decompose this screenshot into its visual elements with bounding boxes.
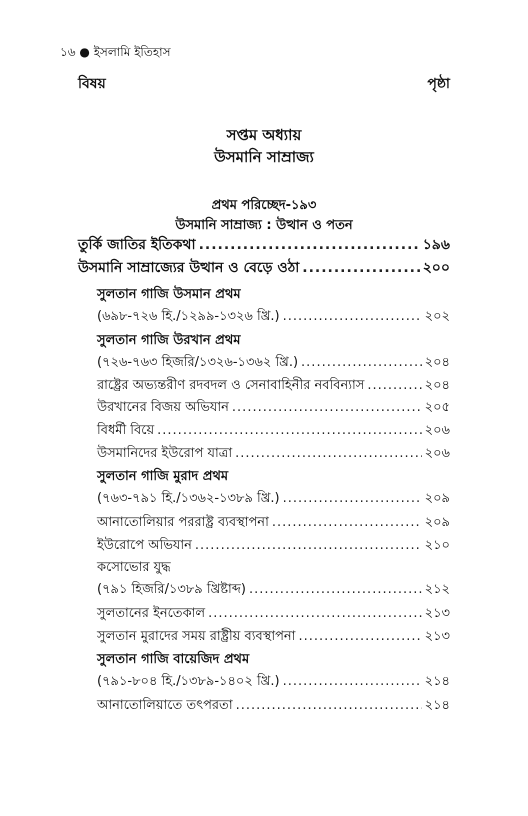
toc-entry-title: রাষ্ট্রের অভ্যন্তরীণ রদবদল ও সেনাবাহিনীর নববিন্যাস — [97, 378, 365, 393]
toc-entry — [97, 558, 450, 580]
toc-entry — [97, 444, 450, 466]
toc-entry-title: (৭৯১-৮০৪ হি./১৩৮৯-১৪০২ খ্রি.) — [97, 674, 280, 689]
toc-entry-title: ইউরোপে অভিযান — [97, 538, 192, 553]
dot-leader — [157, 423, 421, 438]
dot-leader — [236, 698, 422, 713]
toc-entry-title: কসোভোর যুদ্ধ — [97, 560, 171, 575]
toc-entry — [97, 467, 450, 489]
toc-entry-page: ২০৯ — [424, 515, 450, 530]
toc-entry — [97, 604, 450, 626]
dot-leader — [232, 400, 422, 415]
toc-entry-page: ২০৫ — [424, 400, 450, 415]
toc-entry — [97, 536, 450, 558]
running-head: ১৬ ● ইসলামি ইতিহাস — [60, 45, 171, 59]
toc-entry — [78, 233, 450, 255]
toc-entry — [97, 580, 450, 602]
toc-entry-title: (৭৬৩-৭৯১ হি./১৩৬২-১৩৮৯ খ্রি.) — [97, 491, 280, 506]
toc-entry-title: সুলতানের ইনতেকাল — [97, 606, 206, 621]
toc-entry-page: ২০০ — [422, 260, 450, 276]
toc-entry-title: সুলতান গাজি মুরাদ প্রথম — [97, 469, 229, 484]
dot-leader — [195, 538, 422, 553]
subject-column-head: বিষয় — [78, 76, 106, 92]
dot-leader — [235, 446, 422, 461]
dot-leader — [208, 606, 422, 621]
toc-entry-title: আনাতোলিয়ার পররাষ্ট্র ব্যবস্থাপনা — [97, 515, 269, 530]
toc-entry-title: সুলতান মুরাদের সময় রাষ্ট্রীয় ব্যবস্থাপনা — [97, 629, 296, 644]
toc-entry-page: ২০৪ — [424, 378, 450, 393]
chapter-title: উসমানি সাম্রাজ্য — [214, 148, 314, 166]
chapter-number: সপ্তম অধ্যায় — [226, 126, 302, 144]
toc-entry-page: ২১৩ — [424, 629, 450, 644]
dot-leader — [298, 629, 421, 644]
toc-entry-page: ২০৬ — [424, 446, 450, 461]
toc-entry — [97, 627, 450, 649]
section-subtitle: উসমানি সাম্রাজ্য : উত্থান ও পতন — [175, 218, 353, 233]
toc-entry-title: সুলতান গাজি উরখান প্রথম — [97, 333, 241, 348]
toc-entry-page: ২০৯ — [424, 491, 450, 506]
toc-entry — [97, 376, 450, 398]
toc-entry — [97, 513, 450, 535]
toc-entry — [97, 696, 450, 718]
toc-entry-page: ২১০ — [424, 538, 450, 553]
toc-entry — [78, 256, 450, 278]
toc-entry-title: (৭৯১ হিজরি/১৩৮৯ খ্রিষ্টাব্দ) — [97, 582, 247, 597]
toc-entry — [97, 650, 450, 672]
toc-entry — [97, 331, 450, 353]
dot-leader — [249, 582, 422, 597]
dot-leader — [302, 260, 419, 276]
toc-entry — [97, 353, 450, 375]
dot-leader — [272, 515, 422, 530]
toc-entry-page: ২১৪ — [424, 698, 450, 713]
toc-entry-page: ২১৩ — [424, 606, 450, 621]
dot-leader — [283, 491, 422, 506]
dot-leader — [301, 355, 422, 370]
dot-leader — [367, 378, 421, 393]
toc-entry-title: উরখানের বিজয় অভিযান — [97, 400, 229, 415]
toc-entry — [97, 398, 450, 420]
section-title: প্রথম পরিচ্ছেদ-১৯৩ — [211, 198, 317, 213]
dot-leader — [283, 309, 422, 324]
toc-entry — [97, 489, 450, 511]
toc-entry-title: বিধর্মী বিয়ে — [97, 423, 155, 438]
page-column-head: পৃষ্ঠা — [427, 76, 450, 92]
toc-entry-title: তুর্কি জাতির ইতিকথা — [78, 237, 196, 253]
toc-entry-title: (৭২৬-৭৬৩ হিজরি/১৩২৬-১৩৬২ খ্রি.) — [97, 355, 299, 370]
toc-entry-title: উসমানিদের ইউরোপ যাত্রা — [97, 446, 233, 461]
dot-leader — [283, 674, 422, 689]
dot-leader — [199, 237, 420, 253]
toc-entry-title: সুলতান গাজি উসমান প্রথম — [97, 287, 241, 302]
toc-entry-page: ২০৬ — [424, 423, 450, 438]
toc-entry-page: ১৯৬ — [422, 237, 450, 253]
toc-entry-title: (৬৯৮-৭২৬ হি./১২৯৯-১৩২৬ খ্রি.) — [97, 309, 280, 324]
toc-entry — [97, 672, 450, 694]
toc-entry-page: ২০২ — [424, 309, 450, 324]
toc-entry-title: উসমানি সাম্রাজ্যের উত্থান ও বেড়ে ওঠা — [78, 260, 300, 276]
toc-entry — [97, 285, 450, 307]
toc-entry — [97, 421, 450, 443]
toc-entry-title: সুলতান গাজি বায়েজিদ প্রথম — [97, 652, 250, 667]
toc-entry-page: ২০৪ — [424, 355, 450, 370]
toc-entry — [97, 307, 450, 329]
toc-entry-page: ২১২ — [424, 582, 450, 597]
toc-entry-page: ২১৪ — [424, 674, 450, 689]
toc-entry-title: আনাতোলিয়াতে তৎপরতা — [97, 698, 233, 713]
